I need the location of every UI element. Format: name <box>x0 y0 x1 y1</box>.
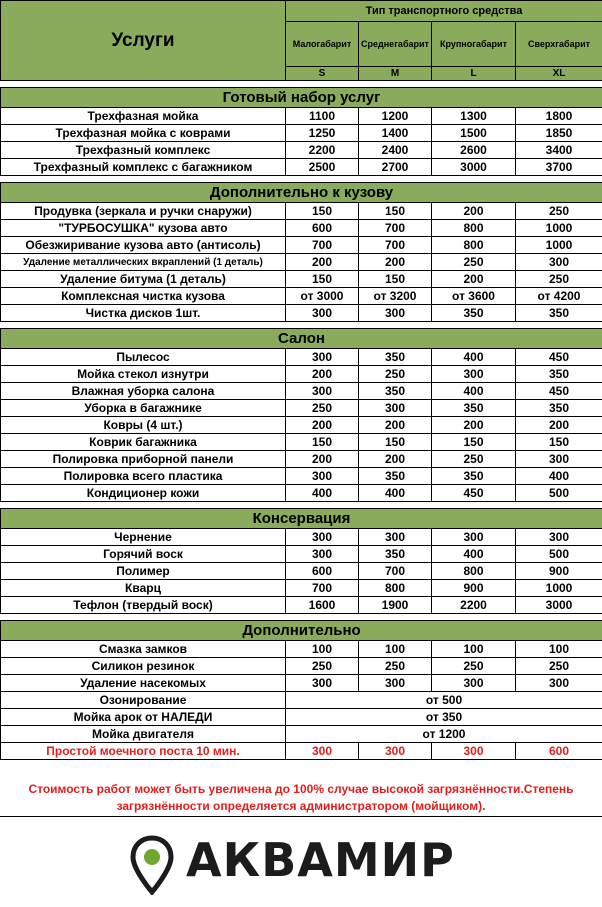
price-cell: 700 <box>286 237 359 254</box>
service-name: Обезжиривание кузова авто (антисоль) <box>1 237 286 254</box>
table-row <box>1 451 602 468</box>
price-cell: 400 <box>432 546 516 563</box>
price-cell: 150 <box>432 434 516 451</box>
service-name: Трехфазный комплекс с багажником <box>1 159 286 176</box>
price-cell: 200 <box>432 203 516 220</box>
price-cell: 300 <box>516 451 602 468</box>
table-row <box>1 743 602 760</box>
price-cell: 1500 <box>432 125 516 142</box>
price-cell: 600 <box>516 743 602 760</box>
price-cell: 600 <box>286 563 359 580</box>
price-cell: 3700 <box>516 159 602 176</box>
table-row <box>1 125 602 142</box>
price-cell: 250 <box>432 451 516 468</box>
price-cell: 300 <box>286 546 359 563</box>
section-header <box>1 621 602 641</box>
price-cell: 300 <box>359 400 432 417</box>
price-cell: 200 <box>286 366 359 383</box>
table-row <box>1 349 602 366</box>
services-header: Услуги <box>1 1 286 81</box>
price-cell: 300 <box>432 675 516 692</box>
price-cell: 3400 <box>516 142 602 159</box>
price-cell: 200 <box>286 417 359 434</box>
table-row <box>1 641 602 658</box>
price-cell: 800 <box>359 580 432 597</box>
price-cell: 300 <box>359 529 432 546</box>
service-name: Удаление металлических вкраплений (1 деталь) <box>1 254 286 271</box>
price-cell: 300 <box>286 305 359 322</box>
location-pin-icon <box>130 835 174 895</box>
section-header <box>1 329 602 349</box>
price-cell: 300 <box>516 254 602 271</box>
price-cell: 700 <box>359 220 432 237</box>
price-cell: 150 <box>286 203 359 220</box>
spacer-cell <box>1 176 602 183</box>
price-cell: 250 <box>359 366 432 383</box>
price-cell: от 4200 <box>516 288 602 305</box>
spacer-cell <box>1 322 602 329</box>
price-cell: 2700 <box>359 159 432 176</box>
service-name: Влажная уборка салона <box>1 383 286 400</box>
price-cell: 1000 <box>516 580 602 597</box>
price-cell: 350 <box>432 400 516 417</box>
price-cell: 250 <box>286 658 359 675</box>
price-cell: 900 <box>516 563 602 580</box>
price-cell: 500 <box>516 485 602 502</box>
price-cell: 350 <box>359 349 432 366</box>
price-cell: 200 <box>516 417 602 434</box>
price-cell: 200 <box>432 417 516 434</box>
category-size: M <box>359 67 432 81</box>
price-cell: 3000 <box>516 597 602 614</box>
price-cell: 150 <box>359 203 432 220</box>
price-cell: 2500 <box>286 159 359 176</box>
table-row <box>1 108 602 125</box>
service-name: Уборка в багажнике <box>1 400 286 417</box>
service-name: Мойка двигателя <box>1 726 286 743</box>
service-name: Трехфазная мойка <box>1 108 286 125</box>
service-name: Ковры (4 шт.) <box>1 417 286 434</box>
category-name: Среднегабарит <box>359 22 432 67</box>
price-cell: от 3000 <box>286 288 359 305</box>
brand-name: АКВАМИР <box>186 833 455 887</box>
category-name: Малогабарит <box>286 22 359 67</box>
service-name: Коврик багажника <box>1 434 286 451</box>
price-cell: 600 <box>286 220 359 237</box>
service-name: Горячий воск <box>1 546 286 563</box>
price-cell: от 350 <box>286 709 602 726</box>
price-cell: 1200 <box>359 108 432 125</box>
table-row <box>1 237 602 254</box>
service-name: Продувка (зеркала и ручки снаружи) <box>1 203 286 220</box>
price-cell: 250 <box>432 658 516 675</box>
category-size: S <box>286 67 359 81</box>
table-row <box>1 254 602 271</box>
price-cell: 900 <box>432 580 516 597</box>
section-title: Дополнительно к кузову <box>1 183 602 203</box>
section-header <box>1 509 602 529</box>
section-spacer <box>1 502 602 509</box>
table-row <box>1 305 602 322</box>
table-row <box>1 597 602 614</box>
price-cell: 100 <box>359 641 432 658</box>
table-row <box>1 563 602 580</box>
price-cell: 1300 <box>432 108 516 125</box>
price-cell: 800 <box>432 220 516 237</box>
price-cell: 150 <box>286 434 359 451</box>
service-name: Трехфазная мойка с коврами <box>1 125 286 142</box>
price-cell: 400 <box>432 383 516 400</box>
price-cell: 700 <box>359 237 432 254</box>
price-cell: 100 <box>432 641 516 658</box>
price-cell: 450 <box>432 485 516 502</box>
price-cell: 1400 <box>359 125 432 142</box>
price-cell: 2400 <box>359 142 432 159</box>
table-row <box>1 529 602 546</box>
service-name: Чистка дисков 1шт. <box>1 305 286 322</box>
price-cell: 1100 <box>286 108 359 125</box>
section-spacer <box>1 81 602 88</box>
category-name: Крупногабарит <box>432 22 516 67</box>
table-row <box>1 271 602 288</box>
price-cell: 800 <box>432 237 516 254</box>
price-cell: 250 <box>359 658 432 675</box>
price-cell: 300 <box>359 743 432 760</box>
section-spacer <box>1 322 602 329</box>
service-name: Удаление насекомых <box>1 675 286 692</box>
price-cell: 200 <box>359 417 432 434</box>
price-cell: 2200 <box>432 597 516 614</box>
price-cell: 350 <box>516 366 602 383</box>
price-cell: 150 <box>286 271 359 288</box>
price-cell: 350 <box>516 305 602 322</box>
price-cell: 1900 <box>359 597 432 614</box>
price-cell: 300 <box>432 529 516 546</box>
service-name: Тефлон (твердый воск) <box>1 597 286 614</box>
spacer-cell <box>1 614 602 621</box>
price-cell: 1000 <box>516 220 602 237</box>
spacer-cell <box>1 81 602 88</box>
price-cell: 100 <box>286 641 359 658</box>
table-row <box>1 366 602 383</box>
table-row <box>1 159 602 176</box>
service-name: Удаление битума (1 деталь) <box>1 271 286 288</box>
price-cell: 200 <box>286 451 359 468</box>
price-cell: 150 <box>516 434 602 451</box>
table-row <box>1 726 602 743</box>
price-cell: 300 <box>359 305 432 322</box>
table-row <box>1 658 602 675</box>
table-row <box>1 203 602 220</box>
price-cell: 300 <box>286 349 359 366</box>
category-size: L <box>432 67 516 81</box>
brand-logo <box>130 833 455 895</box>
service-name: Полимер <box>1 563 286 580</box>
table-row <box>1 400 602 417</box>
divider <box>0 816 602 817</box>
price-cell: 100 <box>516 641 602 658</box>
price-cell: 2600 <box>432 142 516 159</box>
table-row <box>1 692 602 709</box>
service-name: Полировка приборной панели <box>1 451 286 468</box>
section-title: Готовый набор услуг <box>1 88 602 108</box>
price-cell: 350 <box>432 468 516 485</box>
service-name: Полировка всего пластика <box>1 468 286 485</box>
service-name: Мойка арок от НАЛЕДИ <box>1 709 286 726</box>
price-cell: 2200 <box>286 142 359 159</box>
price-cell: 250 <box>516 203 602 220</box>
price-cell: 1250 <box>286 125 359 142</box>
price-cell: от 500 <box>286 692 602 709</box>
section-spacer <box>1 176 602 183</box>
price-cell: 200 <box>359 451 432 468</box>
price-cell: 350 <box>516 400 602 417</box>
price-cell: 350 <box>359 546 432 563</box>
service-name: Комплексная чистка кузова <box>1 288 286 305</box>
service-name: Смазка замков <box>1 641 286 658</box>
table-row <box>1 709 602 726</box>
section-spacer <box>1 614 602 621</box>
price-cell: 300 <box>432 366 516 383</box>
price-cell: от 1200 <box>286 726 602 743</box>
price-cell: 1850 <box>516 125 602 142</box>
service-name: Чернение <box>1 529 286 546</box>
price-cell: от 3200 <box>359 288 432 305</box>
price-cell: 3000 <box>432 159 516 176</box>
price-cell: 400 <box>359 485 432 502</box>
price-cell: 500 <box>516 546 602 563</box>
service-name: "ТУРБОСУШКА" кузова авто <box>1 220 286 237</box>
price-cell: 300 <box>359 675 432 692</box>
service-name: Пылесос <box>1 349 286 366</box>
price-cell: 250 <box>432 254 516 271</box>
table-row <box>1 580 602 597</box>
service-name: Кварц <box>1 580 286 597</box>
price-cell: 400 <box>516 468 602 485</box>
price-cell: 150 <box>359 434 432 451</box>
price-cell: 300 <box>286 468 359 485</box>
spacer-cell <box>1 502 602 509</box>
table-row <box>1 546 602 563</box>
table-row <box>1 142 602 159</box>
price-cell: 700 <box>359 563 432 580</box>
table-row <box>1 288 602 305</box>
price-cell: 200 <box>359 254 432 271</box>
section-title: Консервация <box>1 509 602 529</box>
price-cell: 450 <box>516 383 602 400</box>
table-row <box>1 675 602 692</box>
price-cell: 350 <box>432 305 516 322</box>
price-cell: 300 <box>516 675 602 692</box>
section-header <box>1 88 602 108</box>
category-name: Сверхгабарит <box>516 22 602 67</box>
vehicle-type-header: Тип транспортного средства <box>286 1 602 22</box>
price-cell: 350 <box>359 383 432 400</box>
price-cell: 300 <box>286 529 359 546</box>
service-name: Кондиционер кожи <box>1 485 286 502</box>
service-name: Озонирование <box>1 692 286 709</box>
service-name: Мойка стекол изнутри <box>1 366 286 383</box>
price-cell: 300 <box>432 743 516 760</box>
price-cell: 700 <box>286 580 359 597</box>
price-cell: 350 <box>359 468 432 485</box>
price-note: Стоимость работ может быть увеличена до 100% случае высокой загрязнённости.Степень загрязнённости определяется администратором (мойщиком). <box>28 782 574 813</box>
table-row <box>1 220 602 237</box>
price-cell: 400 <box>286 485 359 502</box>
table-row <box>1 383 602 400</box>
price-cell: 250 <box>516 658 602 675</box>
price-cell: 300 <box>286 743 359 760</box>
price-cell: 300 <box>286 383 359 400</box>
price-cell: 200 <box>432 271 516 288</box>
section-header <box>1 183 602 203</box>
price-cell: 300 <box>286 675 359 692</box>
price-cell: 1800 <box>516 108 602 125</box>
price-cell: 1000 <box>516 237 602 254</box>
category-size: XL <box>516 67 602 81</box>
price-cell: 800 <box>432 563 516 580</box>
service-name: Простой моечного поста 10 мин. <box>1 743 286 760</box>
service-name: Трехфазный комплекс <box>1 142 286 159</box>
price-cell: 150 <box>359 271 432 288</box>
price-cell: 200 <box>286 254 359 271</box>
table-row <box>1 485 602 502</box>
table-row <box>1 417 602 434</box>
price-cell: от 3600 <box>432 288 516 305</box>
section-title: Салон <box>1 329 602 349</box>
price-cell: 450 <box>516 349 602 366</box>
price-cell: 300 <box>516 529 602 546</box>
section-title: Дополнительно <box>1 621 602 641</box>
price-cell: 1600 <box>286 597 359 614</box>
table-row <box>1 468 602 485</box>
price-cell: 250 <box>286 400 359 417</box>
table-row <box>1 434 602 451</box>
price-cell: 250 <box>516 271 602 288</box>
price-cell: 400 <box>432 349 516 366</box>
service-name: Силикон резинок <box>1 658 286 675</box>
